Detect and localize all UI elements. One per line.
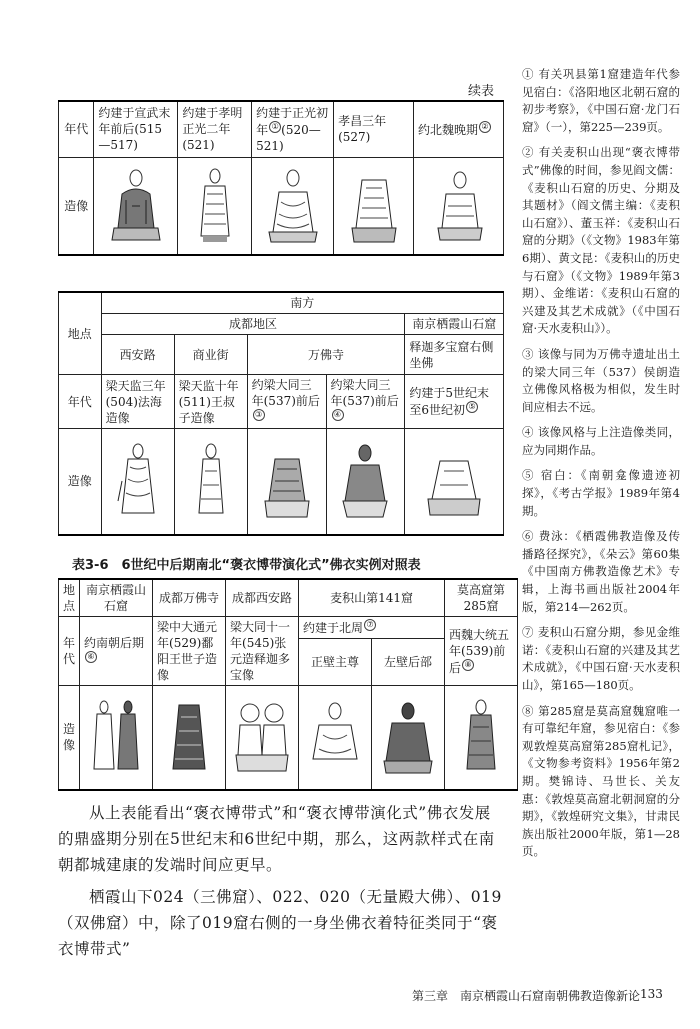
table-cell-date: 约建于5世纪末至6世纪初 ⑤ xyxy=(405,375,504,429)
footnote: ① 有关巩县第1窟建造年代参见宿白：《洛阳地区北朝石窟的初步考察》，《中国石窟·龙门石窟》（一），第225—239页。 xyxy=(522,67,680,134)
row-label-date: 年代 xyxy=(59,101,94,157)
table-1 xyxy=(58,100,504,256)
footnote: ③ 该像与同为万佛寺遗址出土的梁大同三年（537）侯朗造立佛像风格极为相似，发生时间应相去不远。 xyxy=(522,346,680,414)
table-cell-date: 约建于宣武末年前后(515—517) xyxy=(94,101,178,157)
table-cell-date: 梁中大通元年(529)鄱阳王世子造像 xyxy=(153,617,226,686)
statue-figure-headless-seated xyxy=(405,429,504,535)
row-label-image: 造像 xyxy=(59,429,102,535)
site-name: 释迦多宝窟右侧坐佛 xyxy=(405,335,504,375)
site-name: 莫高窟第285窟 xyxy=(445,579,518,617)
place-label: 地点 xyxy=(59,292,102,375)
footnote: ⑦ 麦积山石窟分期，参见金维诺：《麦积山石窟的兴建及其艺术成就》，《中国石窟·天水麦积山》，第165—180页。 xyxy=(522,625,680,692)
statue-figure-seated xyxy=(372,686,445,790)
table-cell-date: 约南朝后期⑥ xyxy=(80,617,153,686)
table-cell-date: 约建于北周 ⑦ xyxy=(299,617,445,639)
statue-figure-headless xyxy=(334,157,414,255)
statue-figure-seated-profile xyxy=(413,157,503,255)
footnote: ⑤ 宿白：《南朝龛像遗迹初探》，《考古学报》1989年第4期。 xyxy=(522,468,680,518)
continued-label: 续表 xyxy=(468,84,495,99)
statue-figure-seated xyxy=(252,157,334,255)
table-cell-date: 约梁大同三年(537)前后③ xyxy=(247,375,326,429)
footnote: ⑥ 费泳：《栖霞佛教造像及传播路径探究》，《朵云》第60集《中国南方佛教造像艺术》专辑，上海书画出版社2004年版，第214—262页。 xyxy=(522,529,680,614)
sub-label: 左壁后部 xyxy=(372,639,445,686)
region-header-south: 南方 xyxy=(101,292,503,314)
region-nanjing: 南京栖霞山石窟 xyxy=(405,314,504,335)
site-name: 南京栖霞山石窟 xyxy=(80,579,153,617)
statue-figure-headless-seated xyxy=(247,429,326,535)
statue-figure-standing xyxy=(101,429,174,535)
table-cell-date: 梁天监三年(504)法海造像 xyxy=(101,375,174,429)
table-2 xyxy=(58,291,504,536)
row-label-image: 造像 xyxy=(59,157,94,255)
statue-figure-standing xyxy=(153,686,226,790)
chapter-footer: 第三章 南京栖霞山石窟南朝佛教造像新论 xyxy=(412,989,641,1003)
statue-figure-seated xyxy=(326,429,405,535)
body-paragraph: 栖霞山下024（三佛窟）、022、020（无量殿大佛）、019（双佛窟）中，除了019窟右侧的一身坐佛衣着特征类同于“褒衣博带式” xyxy=(58,888,502,958)
footnotes-column xyxy=(522,66,680,869)
statue-figure-pair xyxy=(80,686,153,790)
statue-figure-seated xyxy=(94,157,178,255)
page-number: 133 xyxy=(640,987,663,1001)
body-paragraph: 从上表能看出“褒衣博带式”和“褒衣博带演化式”佛衣发展的鼎盛期分别在5世纪末和6世纪中期，那么，这两款样式在南朝都城建康的发端时间应更早。 xyxy=(58,804,495,874)
table-caption: 表3-6 6世纪中后期南北“褒衣博带演化式”佛衣实例对照表 xyxy=(72,558,421,573)
row-label-image: 造像 xyxy=(59,686,80,790)
table-cell-date: 约梁大同三年(537)前后④ xyxy=(326,375,405,429)
region-chengdu: 成都地区 xyxy=(101,314,405,335)
statue-figure-two-buddhas xyxy=(226,686,299,790)
table-cell-date: 西魏大统五年(539)前后 ⑧ xyxy=(445,617,518,686)
table-cell-date: 孝昌三年(527) xyxy=(334,101,414,157)
site-name: 西安路 xyxy=(101,335,174,375)
statue-figure-seated xyxy=(299,686,372,790)
footnote: ⑧ 第285窟是莫高窟魏窟唯一有可靠纪年窟，参见宿白：《参观敦煌莫高窟第285窟札记》，《文物参考资料》1956年第2期。樊锦诗、马世长、关友惠：《敦煌莫高窟北朝洞窟的分期》，《敦煌研究文集》，甘肃民族出版社2000年版，第1—28页。 xyxy=(522,703,680,859)
table-cell-date: 约建于孝明正光二年(521) xyxy=(178,101,252,157)
site-name: 万佛寺 xyxy=(247,335,405,375)
row-label-date: 年代 xyxy=(59,375,102,429)
statue-figure-standing xyxy=(178,157,252,255)
place-label: 地点 xyxy=(59,579,80,617)
table-cell-date: 约建于正光初年 ① (520—521) xyxy=(252,101,334,157)
site-name: 成都西安路 xyxy=(226,579,299,617)
statue-figure-standing xyxy=(445,686,518,790)
row-label-date: 年代 xyxy=(59,617,80,686)
site-name: 麦积山第141窟 xyxy=(299,579,445,617)
site-name: 商业街 xyxy=(174,335,247,375)
table-cell-date: 梁天监十年(511)王叔子造像 xyxy=(174,375,247,429)
table-cell-date: 梁大同十一年(545)张元造释迦多宝像 xyxy=(226,617,299,686)
sub-label: 正壁主尊 xyxy=(299,639,372,686)
statue-figure-standing xyxy=(174,429,247,535)
table-3 xyxy=(58,578,518,791)
footnote: ④ 该像风格与上注造像类同，应为同期作品。 xyxy=(522,425,680,457)
table-cell-date: 约北魏晚期 ② xyxy=(413,101,503,157)
footnote: ② 有关麦积山出现“褒衣博带式”佛像的时间，参见阎文儒：《麦积山石窟的历史、分期及其题材》（阎文儒主编：《麦积山石窟》）、董玉祥：《麦积山石窟的分期》（《文物》1983年第6期）、黄文昆：《麦积山的历史与石窟》（《文物》1989年第3期）、金维诺：《麦积山石窟的兴建及其艺术成就》（《中国石窟·天水麦积山》）。 xyxy=(522,145,680,336)
site-name: 成都万佛寺 xyxy=(153,579,226,617)
